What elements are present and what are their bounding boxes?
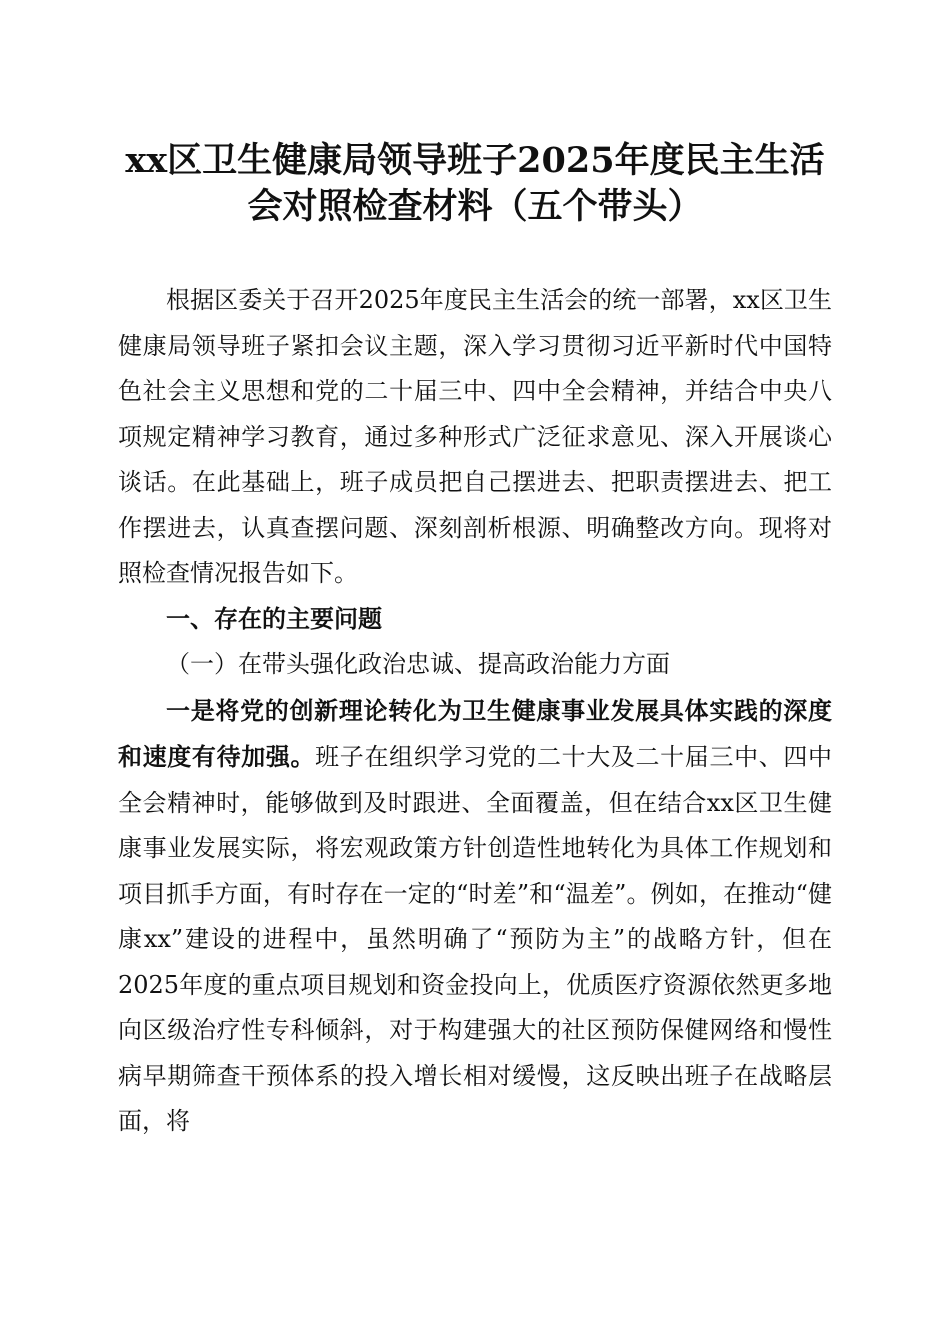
point-paragraph xyxy=(118,688,832,1145)
document-body xyxy=(118,278,832,1145)
title-line-1: xx区卫生健康局领导班子2025年度民主生活 xyxy=(125,140,825,181)
intro-paragraph: 根据区委关于召开2025年度民主生活会的统一部署，xx区卫生健康局领导班子紧扣会议主题，深入学习贯彻习近平新时代中国特色社会主义思想和党的二十届三中、四中全会精神，并结合中央八项规定精神学习教育，通过多种形式广泛征求意见、深入开展谈心谈话。在此基础上，班子成员把自己摆进去、把职责摆进去、把工作摆进去，认真查摆问题、深刻剖析根源、明确整改方向。现将对照检查情况报告如下。 xyxy=(118,286,832,587)
document-title xyxy=(110,138,840,230)
subsection-heading: （一）在带头强化政治忠诚、提高政治能力方面 xyxy=(166,650,670,678)
title-line-2: 会对照检查材料（五个带头） xyxy=(247,186,703,227)
point-lead-sentence: 一是将党的创新理论转化为卫生健康事业发展具体实践的深度和速度有待加强。 xyxy=(118,695,832,771)
point-body-text: 班子在组织学习党的二十大及二十届三中、四中全会精神时，能够做到及时跟进、全面覆盖，但在结合xx区卫生健康事业发展实际，将宏观政策方针创造性地转化为具体工作规划和项目抓手方面，有时存在一定的“时差”和“温差”。例如，在推动“健康xx”建设的进程中，虽然明确了“预防为主”的战略方针，但在2025年度的重点项目规划和资金投向上，优质医疗资源依然更多地向区级治疗性专科倾斜，对于构建强大的社区预防保健网络和慢性病早期筛查干预体系的投入增长相对缓慢，这反映出班子在战略层面，将 xyxy=(118,743,833,1135)
section-heading: 一、存在的主要问题 xyxy=(166,604,382,633)
